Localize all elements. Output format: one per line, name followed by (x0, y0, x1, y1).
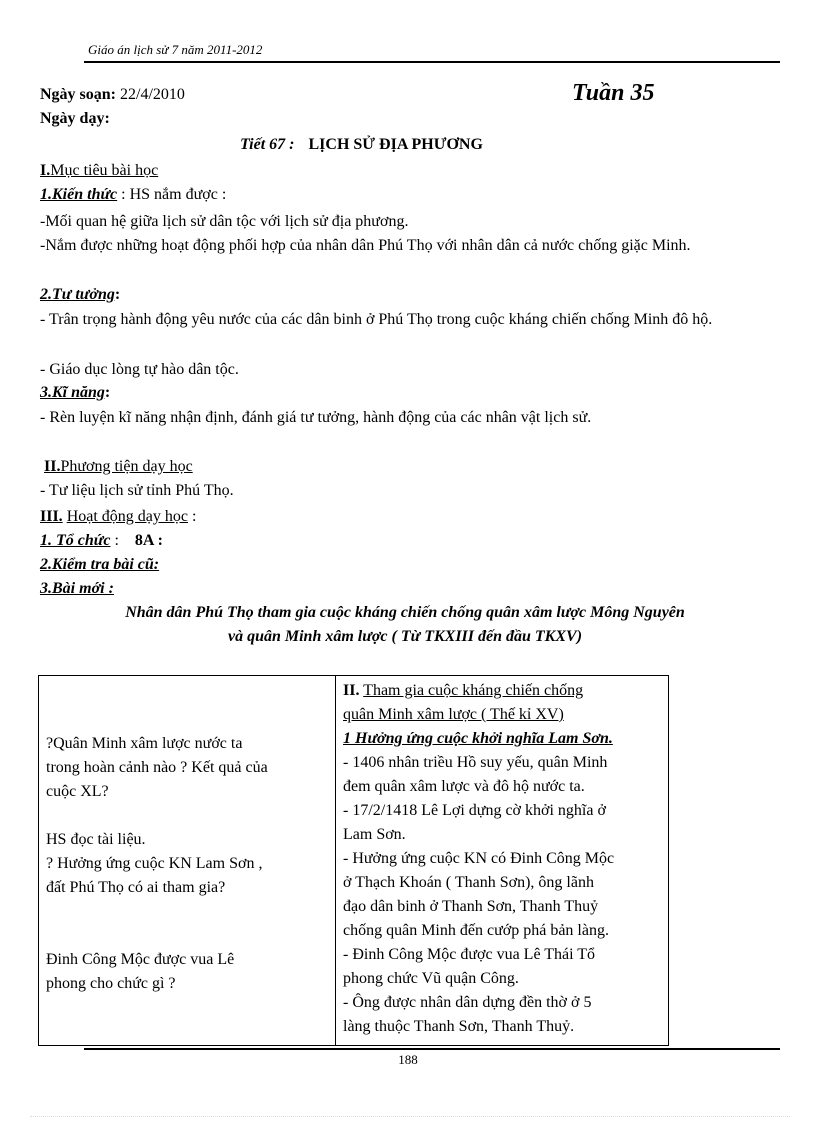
right-line: - Hưởng ứng cuộc KN có Đinh Công Mộc (343, 850, 615, 867)
section3-heading: III. Hoạt động dạy học : (40, 508, 197, 525)
lesson-subtitle-2: và quân Minh xâm lược ( Từ TKXIII đến đầu TKXV) (227, 628, 583, 645)
right-line: - 1406 nhân triều Hồ suy yếu, quân Minh (343, 754, 608, 771)
right-line: đạo dân binh ở Thanh Sơn, Thanh Thuỷ (343, 898, 599, 915)
page-edge (30, 1116, 790, 1117)
kt-1: -Mối quan hệ giữa lịch sử dân tộc với lịch sử địa phương. (40, 213, 409, 230)
right-line: phong chức Vũ quận Công. (343, 970, 519, 987)
tiet-title: LỊCH SỬ ĐỊA PHƯƠNG (308, 136, 483, 153)
to-chuc-line: 1. Tổ chức : 8A : (40, 532, 163, 549)
right-line: ở Thạch Khoán ( Thanh Sơn), ông lãnh (343, 874, 594, 891)
ngay-soan-label: Ngày soạn: (40, 86, 117, 103)
right-heading-text-1: Tham gia cuộc kháng chiến chống (363, 682, 584, 699)
footer-divider (84, 1048, 780, 1050)
section2-num: II. (44, 458, 61, 475)
ngay-soan-value: 22/4/2010 (120, 86, 185, 103)
tutuong-heading: 2.Tư tưởng: (40, 286, 121, 303)
section2-line1: - Tư liệu lịch sử tỉnh Phú Thọ. (40, 482, 234, 499)
section2-title: Phương tiện dạy học (60, 458, 193, 475)
to-chuc-label: 1. Tổ chức (40, 532, 111, 549)
teacher-activity-cell (39, 676, 336, 1046)
week-number: Tuần 35 (572, 80, 655, 106)
lesson-subtitle-1: Nhân dân Phú Thọ tham gia cuộc kháng chiến chống quân xâm lược Mông Nguyên (125, 604, 685, 621)
tt-2: - Giáo dục lòng tự hào dân tộc. (40, 361, 239, 378)
right-heading-1 (343, 679, 583, 703)
kinang-heading: 3.Kĩ năng: (40, 384, 111, 401)
left-line: ?Quân Minh xâm lược nước ta (46, 735, 243, 752)
kienthuc-rest: : HS nắm được : (121, 186, 227, 203)
kinang-label: 3.Kĩ năng (40, 384, 105, 401)
lesson-title (240, 136, 483, 154)
tutuong-label: 2.Tư tưởng (40, 286, 115, 303)
left-line: Đinh Công Mộc được vua Lê (46, 951, 235, 968)
kt-2: -Nắm được những hoạt động phối hợp của nhân dân Phú Thọ với nhân dân cả nước chống giặc Minh. (40, 237, 691, 254)
header-title: Giáo án lịch sử 7 năm 2011-2012 (88, 42, 263, 57)
kn-1: - Rèn luyện kĩ năng nhận định, đánh giá tư tưởng, hành động của các nhân vật lịch sử. (40, 409, 592, 426)
left-line: cuộc XL? (46, 783, 109, 800)
section3-title: Hoạt động dạy học (66, 508, 188, 525)
bai-moi-label: 3.Bài mới : (40, 580, 114, 597)
right-line: đem quân xâm lược và đô hộ nước ta. (343, 778, 585, 795)
left-line: phong cho chức gì ? (46, 975, 176, 992)
right-subheading: 1 Hưởng ứng cuộc khởi nghĩa Lam Sơn. (343, 730, 613, 747)
lesson-table (38, 675, 669, 1046)
tt-1: - Trân trọng hành động yêu nước của các dân binh ở Phú Thọ trong cuộc kháng chiến chống Minh đô hộ. (40, 311, 713, 328)
section1-heading (40, 162, 158, 180)
section1-title: Mục tiêu bài học (50, 162, 159, 179)
right-line: làng thuộc Thanh Sơn, Thanh Thuỷ. (343, 1018, 575, 1035)
right-line: - Ông được nhân dân dựng đền thờ ở 5 (343, 994, 592, 1011)
content-cell (336, 676, 669, 1046)
right-line: - 17/2/1418 Lê Lợi dựng cờ khởi nghĩa ở (343, 802, 606, 819)
kienthuc-label: 1.Kiến thức (40, 186, 118, 203)
to-chuc-value: 8A : (134, 532, 163, 549)
left-line: trong hoàn cảnh nào ? Kết quả của (46, 759, 268, 776)
left-line: đất Phú Thọ có ai tham gia? (46, 879, 226, 896)
kiem-tra-label: 2.Kiểm tra bài cũ: (40, 556, 160, 573)
page-number: 188 (398, 1052, 418, 1067)
ngay-soan (40, 86, 185, 104)
left-line: ? Hưởng ứng cuộc KN Lam Sơn , (46, 855, 263, 872)
right-heading-num: II. (343, 682, 360, 699)
left-line: HS đọc tài liệu. (46, 831, 146, 848)
ngay-day-label: Ngày dạy: (40, 110, 110, 127)
right-line: Lam Sơn. (343, 826, 406, 843)
section1-num: I. (40, 162, 51, 179)
right-heading-2: quân Minh xâm lược ( Thế kỉ XV) (343, 706, 564, 723)
section3-num: III. (40, 508, 63, 525)
right-line: chống quân Minh đến cướp phá bản làng. (343, 922, 609, 939)
section2-heading (44, 458, 193, 476)
kienthuc-line (40, 186, 226, 204)
right-line: - Đinh Công Mộc được vua Lê Thái Tổ (343, 946, 596, 963)
header-divider (84, 61, 780, 63)
tiet-label: Tiết 67 : (240, 136, 295, 153)
